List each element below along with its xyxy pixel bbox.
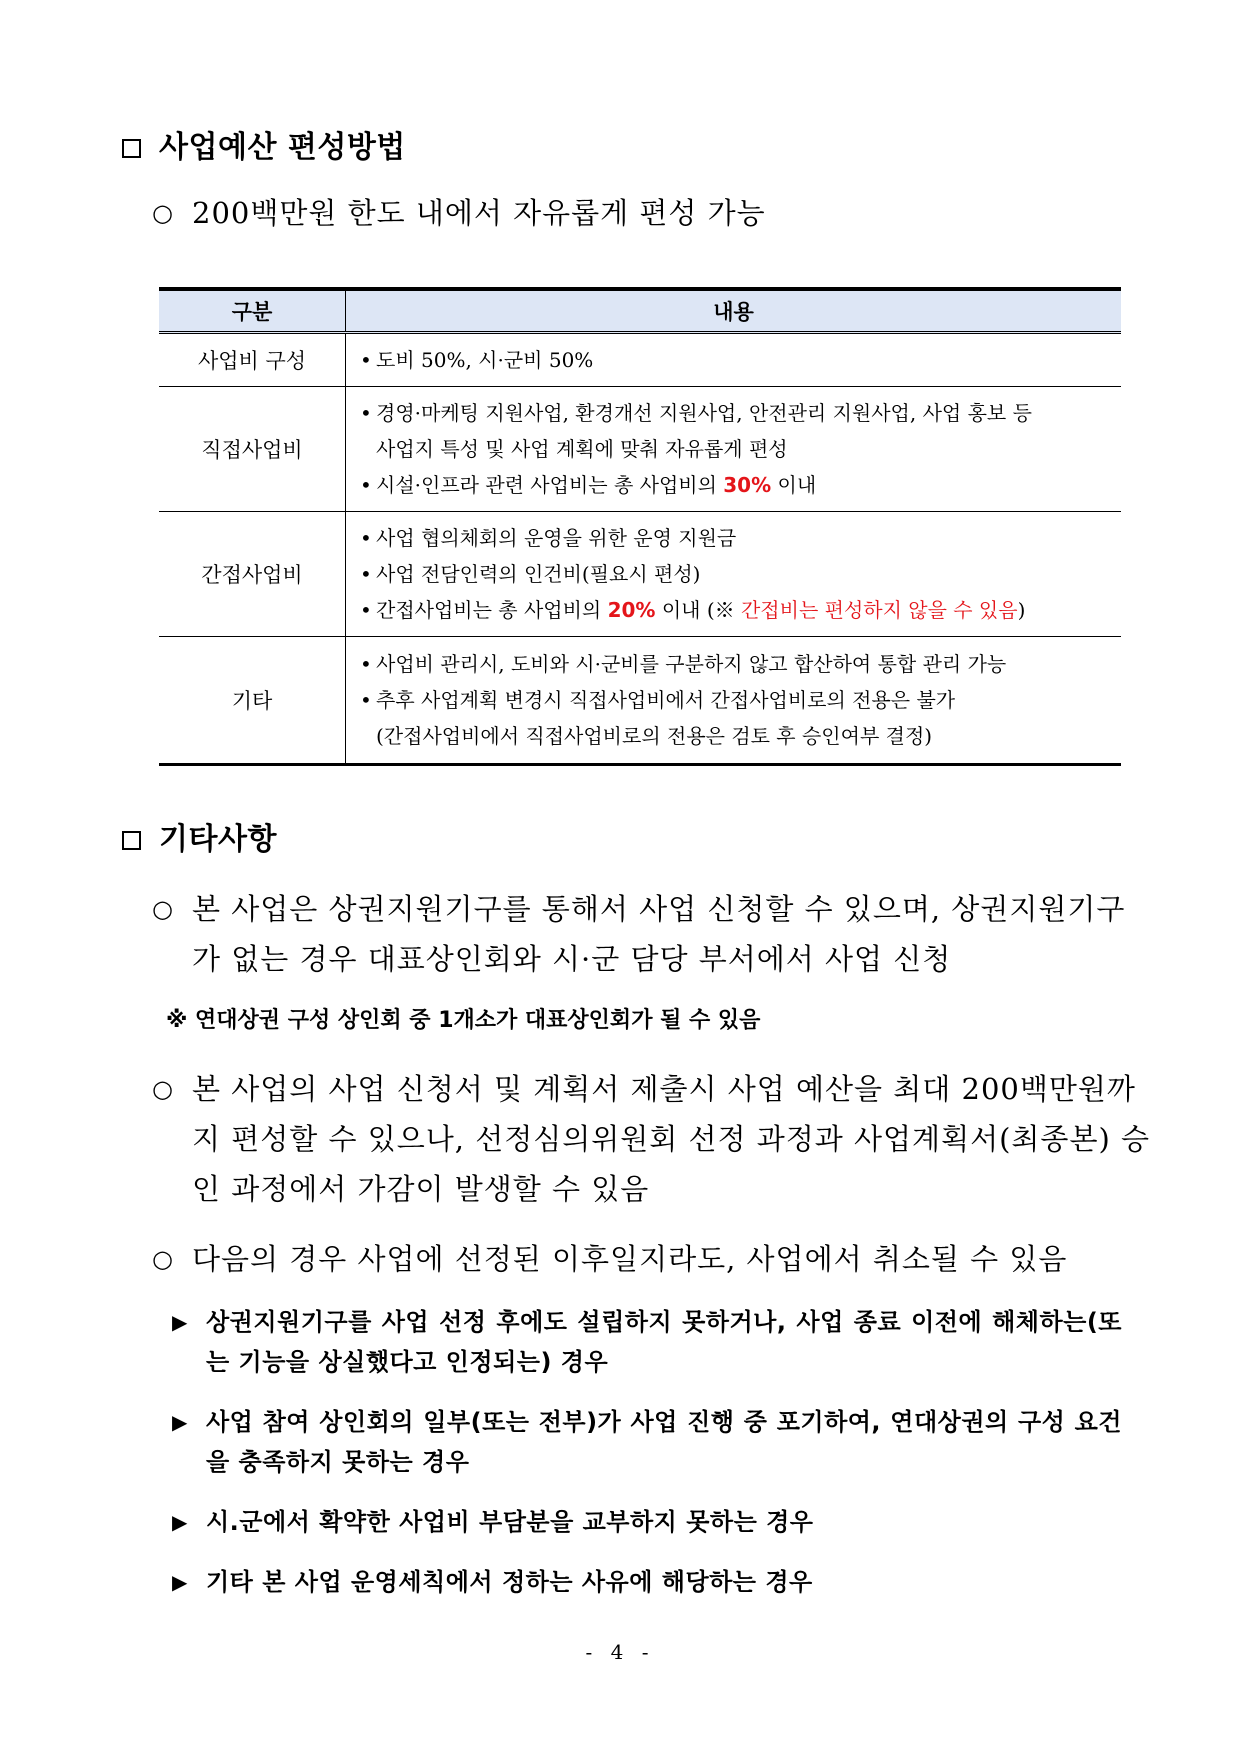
table-row	[159, 512, 1121, 637]
table-row	[159, 637, 1121, 765]
table-row	[159, 387, 1121, 512]
condition-item: ▶ 상권지원기구를 사업 선정 후에도 설립하지 못하거나, 사업 종료 이전에 해체하는(또는 기능을 상실했다고 인정되는) 경우	[172, 1302, 1122, 1382]
representative-note: ※ 연대상권 구성 상인회 중 1개소가 대표상인회가 될 수 있음	[166, 1008, 761, 1033]
table-row	[159, 333, 1121, 387]
budget-bullet: ○ 200백만원 한도 내에서 자유롭게 편성 가능	[152, 188, 1152, 238]
circle-bullet-icon: ○	[152, 895, 174, 923]
triangle-bullet-icon: ▶	[172, 1570, 188, 1594]
table-header-category: 구분	[159, 289, 346, 333]
row-label: 간접사업비	[159, 512, 346, 637]
highlight-percent: 30%	[723, 473, 772, 497]
row-content: • 도비 50%, 시·군비 50%	[346, 333, 1122, 387]
circle-bullet-icon: ○	[152, 1075, 174, 1103]
condition-item: ▶ 기타 본 사업 운영세칙에서 정하는 사유에 해당하는 경우	[172, 1562, 1122, 1602]
condition-item: ▶ 사업 참여 상인회의 일부(또는 전부)가 사업 진행 중 포기하여, 연대상권의 구성 요건을 충족하지 못하는 경우	[172, 1402, 1122, 1482]
table-header-content: 내용	[346, 289, 1122, 333]
row-content: • 경영·마케팅 지원사업, 환경개선 지원사업, 안전관리 지원사업, 사업 홍보 등 사업지 특성 및 사업 계획에 맞춰 자유롭게 편성 • 시설·인프라 관련 사업비는 총 사업비의 30% 이내	[346, 387, 1122, 512]
circle-bullet-icon: ○	[152, 1245, 174, 1273]
section-title-other: 기타사항	[122, 820, 277, 860]
section-title-budget: 사업예산 편성방법	[122, 128, 406, 168]
budget-adjust-bullet: ○ 본 사업의 사업 신청서 및 계획서 제출시 사업 예산을 최대 200백만원까지 편성할 수 있으나, 선정심의위원회 선정 과정과 사업계획서(최종본) 승인 과정에서 가감이 발생할 수 있음	[152, 1064, 1152, 1214]
highlight-percent: 20%	[607, 598, 656, 622]
triangle-bullet-icon: ▶	[172, 1510, 188, 1534]
budget-table	[159, 287, 1121, 766]
row-label: 기타	[159, 637, 346, 765]
apply-bullet: ○ 본 사업은 상권지원기구를 통해서 사업 신청할 수 있으며, 상권지원기구가 없는 경우 대표상인회와 시·군 담당 부서에서 사업 신청	[152, 884, 1152, 984]
row-label: 직접사업비	[159, 387, 346, 512]
cancel-bullet: ○ 다음의 경우 사업에 선정된 이후일지라도, 사업에서 취소될 수 있음	[152, 1234, 1152, 1284]
row-label: 사업비 구성	[159, 333, 346, 387]
row-content: • 사업비 관리시, 도비와 시·군비를 구분하지 않고 합산하여 통합 관리 가능 • 추후 사업계획 변경시 직접사업비에서 간접사업비로의 전용은 불가 (간접사업비에서 직접사업비로의 전용은 검토 후 승인여부 결정)	[346, 637, 1122, 765]
checkbox-icon	[122, 831, 141, 850]
triangle-bullet-icon: ▶	[172, 1410, 188, 1434]
circle-bullet-icon: ○	[152, 199, 174, 227]
highlight-note: 간접비는 편성하지 않을 수 있음	[740, 598, 1018, 622]
row-content: • 사업 협의체회의 운영을 위한 운영 지원금 • 사업 전담인력의 인건비(필요시 편성) • 간접사업비는 총 사업비의 20% 이내 (※ 간접비는 편성하지 않을 수 있음)	[346, 512, 1122, 637]
condition-item: ▶ 시.군에서 확약한 사업비 부담분을 교부하지 못하는 경우	[172, 1502, 1122, 1542]
checkbox-icon	[122, 139, 141, 158]
triangle-bullet-icon: ▶	[172, 1310, 188, 1334]
page-number: - 4 -	[585, 1640, 655, 1664]
